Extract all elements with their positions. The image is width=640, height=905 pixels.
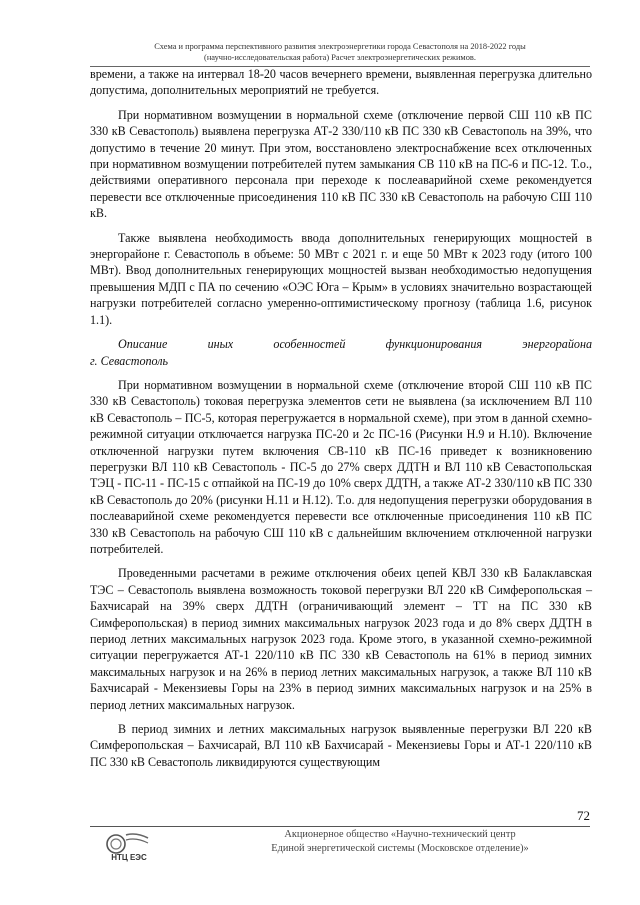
footer-line-1: Акционерное общество «Научно-технический центр: [284, 829, 516, 840]
ntc-ees-logo: [106, 830, 152, 870]
header-line-2: (научно-исследовательская работа) Расчет электроэнергетических режимов.: [204, 53, 476, 62]
paragraph-continuation: времени, а также на интервал 18-20 часов вечернего времени, выявленная перегрузка длительно допустима, дополнительных мероприятий не требуется.: [90, 67, 592, 98]
paragraph-generation-need: Также выявлена необходимость ввода дополнительных генерирующих мощностей в энергорайоне г. Севастополь в объеме: 50 МВт с 2021 г. и еще 50 МВт к 2023 году (итого 100 МВт). Ввод дополнительных генерирующих мощностей вызван необходимостью недопущения превышения МДП с ПА по сечению «ОЭС Юга – Крым» в условиях значительно возрастающей нагрузки потребителей согласно умеренно-оптимистическому прогнозу (таблица 1.6, рисунок 1.1).: [90, 230, 592, 327]
footer-line-2: Единой энергетической системы (Московское отделение)»: [271, 843, 529, 854]
paragraph-kvl-outage: Проведенными расчетами в режиме отключения обеих цепей КВЛ 330 кВ Балаклавская ТЭС – Севастополь выявлена возможность токовой перегрузки ВЛ 220 кВ Симферопольская – Бахчисарай на 39% сверх ДДТН (ограничивающий элемент – ТТ на ПС 330 кВ Симферопольская) в период зимних максимальных нагрузок 2023 года и до 8% сверх ДДТН в период летних максимальных нагрузок 2023 года. Кроме этого, в указанной схемно-режимной ситуации перегружается АТ-1 220/110 кВ ПС 330 кВ Севастополь на 61% в период зимних максимальных нагрузок и на 26% в период летних максимальных нагрузок, а также ВЛ 110 кВ Бахчисарай - Мекензиевы Горы на 23% в период зимних максимальных нагрузок и на 25% в период летних максимальных нагрузок.: [90, 566, 592, 712]
paragraph-overload-elimination: В период зимних и летних максимальных нагрузок выявленные перегрузки ВЛ 220 кВ Симферопольская – Бахчисарай, ВЛ 110 кВ Бахчисарай - Мекензиевы Горы и АТ-1 220/110 кВ ПС 330 кВ Севастополь ликвидируются существующим: [90, 722, 592, 769]
paragraph-second-bus-outage: При нормативном возмущении в нормальной схеме (отключение второй СШ 110 кВ ПС 330 кВ Севастополь) токовая перегрузка элементов сети не выявлена (за исключением ВЛ 110 кВ Севастополь – ПС-5, которая перегружается в нормальной схеме), при этом в данной схемно-режимной ситуации отключается нагрузка ПС-20 и 2с ПС-16 (Рисунки Н.9 и Н.10). Включение отключенной нагрузки путем включения СВ-110 кВ ПС-16 приведет к возникновению перегрузки ВЛ 110 кВ Севастополь - ПС-5 до 27% сверх ДДТН и ВЛ 110 кВ Севастопольская ТЭЦ - ПС-11 - ПС-15 с отпайкой на ПС-19 до 10% сверх ДДТН, а также АТ-2 330/110 кВ ПС 330 кВ Севастополь до 20% (рисунки Н.11 и Н.12). Т.о. для недопущения перегрузки оборудования в послеаварийной схеме рекомендуется перевести все отключенные присоединения 110 кВ ПС 330 кВ Севастополь на рабочую СШ 110 кВ с дальнейшим включением отключенной нагрузки потребителей.: [90, 377, 592, 556]
header-line-1: Схема и программа перспективного развития электроэнергетики города Севастополя на 2018-2022 годы: [154, 42, 526, 51]
page-footer: [190, 828, 610, 856]
page-header: [90, 41, 590, 63]
document-body: [90, 66, 592, 778]
footer-divider: [90, 826, 590, 827]
logo-text: НТЦ ЕЭС: [111, 853, 147, 862]
section-subtitle-line-2: г. Севастополь: [90, 353, 169, 368]
paragraph-first-bus-outage: При нормативном возмущении в нормальной схеме (отключение первой СШ 110 кВ ПС 330 кВ Севастополь) выявлена перегрузка АТ-2 330/110 кВ ПС 330 кВ Севастополь на 39%, что допустимо в течение 20 минут. При этом, восстановлено электроснабжение всех отключенных при нормативном возмущении потребителей путем замыкания СВ 110 кВ на ПС-6 и ПС-12. Т.о., действиями оперативного персонала при переходе к послеаварийной схеме рекомендуется перевести все отключенные присоединения 110 кВ ПС 330 кВ Севастополь на рабочую СШ 110 кВ.: [90, 107, 592, 221]
section-subtitle: Описание иных особенностей функционирования энергорайона: [118, 337, 592, 352]
page-number: 72: [577, 808, 590, 823]
